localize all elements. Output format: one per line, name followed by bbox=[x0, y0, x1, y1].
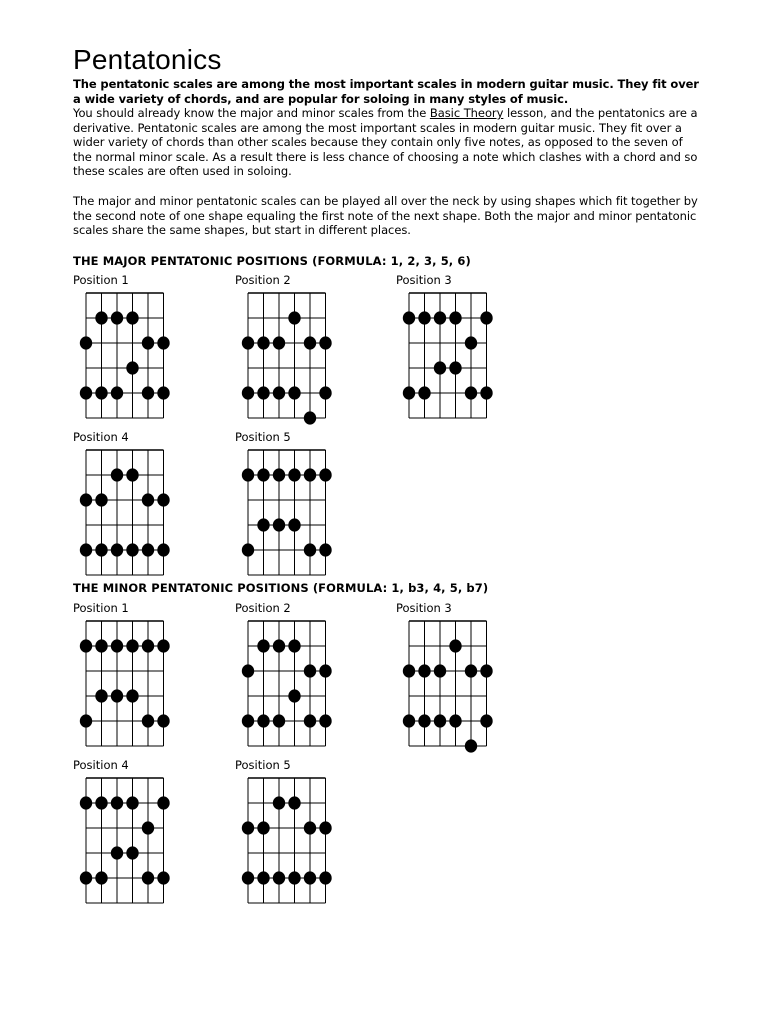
note-dot bbox=[95, 796, 107, 809]
note-dot bbox=[126, 361, 138, 374]
note-dot bbox=[257, 468, 269, 481]
note-dot bbox=[449, 311, 461, 324]
fretboard-diagram bbox=[76, 291, 174, 420]
note-dot bbox=[273, 714, 285, 727]
note-dot bbox=[95, 689, 107, 702]
note-dot bbox=[142, 821, 154, 834]
note-dot bbox=[418, 714, 430, 727]
note-dot bbox=[288, 689, 300, 702]
note-dot bbox=[111, 689, 123, 702]
fretboard-diagram bbox=[399, 619, 497, 748]
note-dot bbox=[242, 336, 254, 349]
note-dot bbox=[242, 468, 254, 481]
note-dot bbox=[111, 386, 123, 399]
basic-theory-link[interactable]: Basic Theory bbox=[429, 106, 504, 120]
note-dot bbox=[95, 639, 107, 652]
note-dot bbox=[111, 846, 123, 859]
note-dot bbox=[480, 714, 492, 727]
note-dot bbox=[126, 796, 138, 809]
note-dot bbox=[95, 311, 107, 324]
note-dot bbox=[288, 468, 300, 481]
note-dot bbox=[480, 386, 492, 399]
note-dot bbox=[126, 543, 138, 556]
note-dot bbox=[126, 639, 138, 652]
note-dot bbox=[288, 518, 300, 531]
note-dot bbox=[304, 468, 316, 481]
fretboard-diagram bbox=[238, 448, 336, 577]
position-label: Position 2 bbox=[235, 273, 291, 287]
note-dot bbox=[304, 411, 316, 424]
note-dot bbox=[319, 468, 331, 481]
note-dot bbox=[273, 796, 285, 809]
position-label: Position 1 bbox=[73, 601, 129, 615]
note-dot bbox=[80, 386, 92, 399]
note-dot bbox=[273, 336, 285, 349]
note-dot bbox=[288, 796, 300, 809]
note-dot bbox=[319, 871, 331, 884]
position-label: Position 5 bbox=[235, 430, 291, 444]
note-dot bbox=[480, 311, 492, 324]
note-dot bbox=[111, 468, 123, 481]
note-dot bbox=[480, 664, 492, 677]
note-dot bbox=[157, 493, 169, 506]
note-dot bbox=[142, 493, 154, 506]
note-dot bbox=[288, 639, 300, 652]
note-dot bbox=[257, 871, 269, 884]
note-dot bbox=[304, 336, 316, 349]
note-dot bbox=[157, 714, 169, 727]
note-dot bbox=[242, 543, 254, 556]
note-dot bbox=[142, 639, 154, 652]
note-dot bbox=[319, 336, 331, 349]
note-dot bbox=[465, 386, 477, 399]
note-dot bbox=[319, 714, 331, 727]
note-dot bbox=[319, 664, 331, 677]
note-dot bbox=[95, 386, 107, 399]
intro-text-before-link: You should already know the major and minor scales from the bbox=[73, 106, 430, 120]
note-dot bbox=[403, 386, 415, 399]
note-dot bbox=[111, 543, 123, 556]
note-dot bbox=[126, 689, 138, 702]
note-dot bbox=[304, 664, 316, 677]
fretboard-diagram bbox=[399, 291, 497, 420]
note-dot bbox=[80, 871, 92, 884]
note-dot bbox=[142, 543, 154, 556]
note-dot bbox=[319, 543, 331, 556]
note-dot bbox=[434, 714, 446, 727]
note-dot bbox=[273, 468, 285, 481]
note-dot bbox=[465, 336, 477, 349]
note-dot bbox=[95, 871, 107, 884]
note-dot bbox=[242, 871, 254, 884]
position-label: Position 5 bbox=[235, 758, 291, 772]
note-dot bbox=[126, 846, 138, 859]
intro-paragraph bbox=[73, 106, 703, 179]
note-dot bbox=[242, 714, 254, 727]
note-dot bbox=[157, 543, 169, 556]
note-dot bbox=[304, 714, 316, 727]
note-dot bbox=[273, 871, 285, 884]
note-dot bbox=[157, 871, 169, 884]
note-dot bbox=[257, 639, 269, 652]
note-dot bbox=[304, 543, 316, 556]
fretboard-diagram bbox=[76, 448, 174, 577]
note-dot bbox=[80, 796, 92, 809]
note-dot bbox=[449, 714, 461, 727]
note-dot bbox=[288, 386, 300, 399]
note-dot bbox=[142, 386, 154, 399]
position-label: Position 2 bbox=[235, 601, 291, 615]
note-dot bbox=[257, 518, 269, 531]
major-section-title: THE MAJOR PENTATONIC POSITIONS (FORMULA: 1, 2, 3, 5, 6) bbox=[73, 254, 471, 268]
shapes-paragraph: The major and minor pentatonic scales can be played all over the neck by using shapes which fit together by the second note of one shape equaling the first note of the next shape. Both the major and minor pentatonic scales share the same shapes, but start in different places. bbox=[73, 194, 698, 238]
note-dot bbox=[80, 493, 92, 506]
note-dot bbox=[242, 664, 254, 677]
intro-text-after-link: lesson, and the pentatonics are a derivative. Pentatonic scales are among the most important scales in modern guitar music. They fit over a wider variety of chords than other scales because they contain only five notes, as opposed to the seven of the normal minor scale. As a result there is less chance of choosing a note which clashes with a chord and so these scales are often used in soloing. bbox=[73, 106, 698, 179]
note-dot bbox=[434, 311, 446, 324]
note-dot bbox=[418, 311, 430, 324]
note-dot bbox=[434, 361, 446, 374]
note-dot bbox=[273, 386, 285, 399]
note-dot bbox=[126, 468, 138, 481]
note-dot bbox=[111, 639, 123, 652]
note-dot bbox=[257, 336, 269, 349]
note-dot bbox=[242, 386, 254, 399]
note-dot bbox=[257, 386, 269, 399]
note-dot bbox=[257, 714, 269, 727]
note-dot bbox=[319, 386, 331, 399]
note-dot bbox=[418, 386, 430, 399]
note-dot bbox=[142, 336, 154, 349]
position-label: Position 4 bbox=[73, 758, 129, 772]
note-dot bbox=[157, 639, 169, 652]
fretboard-diagram bbox=[238, 776, 336, 905]
note-dot bbox=[157, 386, 169, 399]
note-dot bbox=[95, 493, 107, 506]
note-dot bbox=[157, 336, 169, 349]
note-dot bbox=[288, 871, 300, 884]
note-dot bbox=[273, 639, 285, 652]
minor-section-title: THE MINOR PENTATONIC POSITIONS (FORMULA: 1, b3, 4, 5, b7) bbox=[73, 581, 489, 595]
note-dot bbox=[449, 639, 461, 652]
note-dot bbox=[403, 311, 415, 324]
note-dot bbox=[257, 821, 269, 834]
note-dot bbox=[304, 821, 316, 834]
fretboard-diagram bbox=[76, 776, 174, 905]
note-dot bbox=[80, 336, 92, 349]
note-dot bbox=[80, 639, 92, 652]
note-dot bbox=[288, 311, 300, 324]
note-dot bbox=[434, 664, 446, 677]
note-dot bbox=[80, 714, 92, 727]
position-label: Position 3 bbox=[396, 273, 452, 287]
note-dot bbox=[403, 714, 415, 727]
note-dot bbox=[111, 796, 123, 809]
note-dot bbox=[126, 311, 138, 324]
note-dot bbox=[465, 664, 477, 677]
fretboard-diagram bbox=[76, 619, 174, 748]
lead-paragraph: The pentatonic scales are among the most important scales in modern guitar music. They fit over a wide variety of chords, and are popular for soloing in many styles of music. bbox=[73, 77, 699, 106]
note-dot bbox=[273, 518, 285, 531]
note-dot bbox=[242, 821, 254, 834]
position-label: Position 3 bbox=[396, 601, 452, 615]
fretboard-diagram bbox=[238, 619, 336, 748]
position-label: Position 4 bbox=[73, 430, 129, 444]
note-dot bbox=[403, 664, 415, 677]
note-dot bbox=[142, 871, 154, 884]
note-dot bbox=[449, 361, 461, 374]
note-dot bbox=[465, 739, 477, 752]
fretboard-diagram bbox=[238, 291, 336, 420]
note-dot bbox=[95, 543, 107, 556]
note-dot bbox=[157, 796, 169, 809]
position-label: Position 1 bbox=[73, 273, 129, 287]
note-dot bbox=[418, 664, 430, 677]
note-dot bbox=[142, 714, 154, 727]
note-dot bbox=[319, 821, 331, 834]
note-dot bbox=[111, 311, 123, 324]
note-dot bbox=[304, 871, 316, 884]
note-dot bbox=[80, 543, 92, 556]
page-title: Pentatonics bbox=[73, 44, 222, 75]
